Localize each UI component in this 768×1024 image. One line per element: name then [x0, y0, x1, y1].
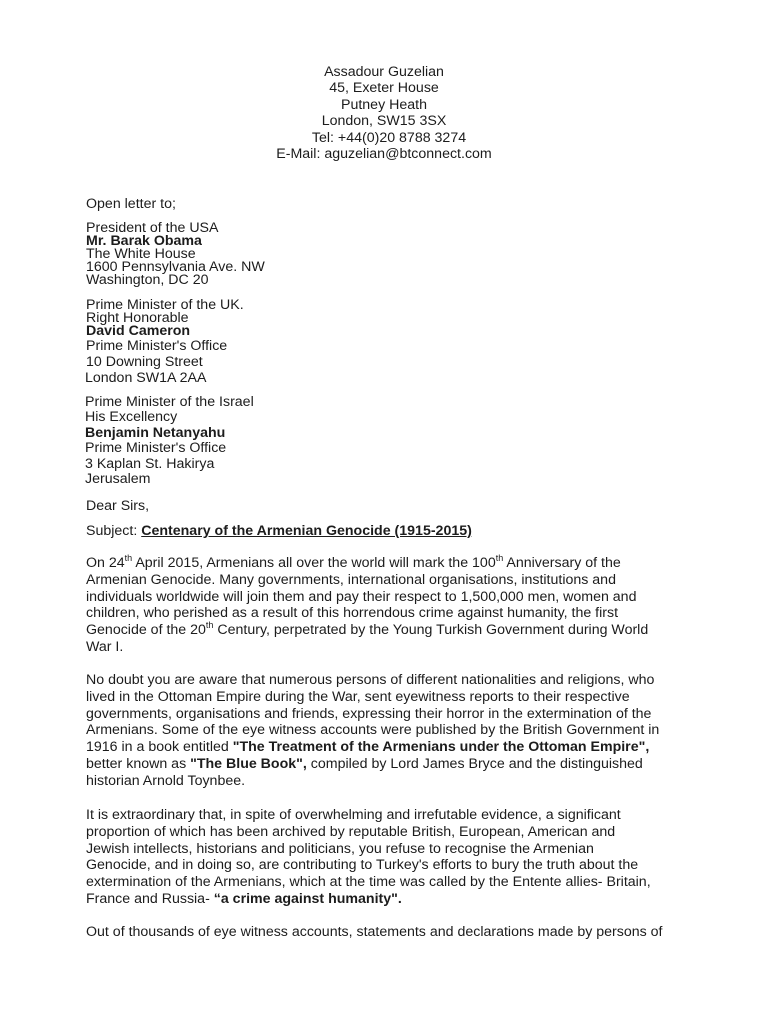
text-line: Armenian Genocide. Many governments, international organisations, institutions and [86, 571, 616, 588]
sender-city: London, SW15 3SX [321, 113, 447, 130]
recipient-title: Prime Minister of the Israel [85, 394, 254, 410]
text-line: governments, organisations and friends, expressing their horror in the extermination of the [86, 705, 652, 722]
sender-name: Assadour Guzelian [324, 64, 444, 80]
text-run: On 24 [86, 555, 125, 571]
paragraph-1 [86, 555, 686, 656]
recipient-name: Mr. Barak Obama [86, 233, 202, 249]
text-line: historian Arnold Toynbee. [86, 772, 246, 789]
subject-line [86, 523, 472, 539]
superscript: th [205, 620, 214, 631]
recipient-office: The White House [86, 246, 196, 262]
sender-email: E-Mail: aguzelian@btconnect.com [276, 146, 492, 163]
book-title: "The Treatment of the Armenians under the Ottoman Empire", [232, 739, 650, 756]
text-run: 1916 in a book entitled [86, 739, 233, 756]
subject-label: Subject: [86, 523, 142, 539]
recipient-israel [85, 395, 254, 487]
text-run: Anniversary of the [503, 555, 621, 571]
recipient-usa [86, 222, 265, 287]
text-line: individuals worldwide will join them and pay their respect to 1,500,000 men, women and [86, 588, 637, 605]
recipient-title: President of the USA [86, 220, 219, 236]
text-run: better known as [86, 755, 191, 772]
recipient-name: David Cameron [86, 323, 191, 339]
recipient-office: Prime Minister's Office [86, 338, 228, 354]
text-line: extermination of the Armenians, which at the time was called by the Entente allies- Britain, [86, 874, 651, 891]
recipient-uk [86, 299, 244, 385]
text-run: Century, perpetrated by the Young Turkish Government during World [213, 622, 649, 639]
text-line: proportion of which has been archived by reputable British, European, American and [86, 823, 616, 840]
sender-telephone: Tel: +44(0)20 8788 3274 [311, 129, 467, 146]
recipient-street: 1600 Pennsylvania Ave. NW [86, 259, 265, 275]
text-run: France and Russia- [86, 890, 214, 907]
recipient-honorific: Right Honorable [86, 310, 189, 326]
book-nickname: "The Blue Book", [190, 755, 307, 772]
sender-address [0, 64, 768, 162]
text-run: April 2015, Armenians all over the world will mark the 100 [132, 555, 496, 571]
superscript: th [124, 553, 133, 563]
recipient-street: 3 Kaplan St. Hakirya [85, 455, 215, 472]
recipient-street: 10 Downing Street [86, 354, 203, 370]
recipient-city: Jerusalem [85, 471, 151, 488]
text-line: Armenians. Some of the eye witness accounts were published by the British Government in [86, 722, 660, 739]
recipient-title: Prime Minister of the UK. [86, 297, 244, 313]
text-line: Out of thousands of eye witness accounts, statements and declarations made by persons of [86, 924, 663, 940]
sender-address-line-2: Putney Heath [341, 96, 427, 113]
subject-title: Centenary of the Armenian Genocide (1915-2015) [141, 523, 472, 539]
recipient-city: Washington, DC 20 [86, 272, 209, 288]
text-line: Jewish intellects, historians and politicians, you refuse to recognise the Armenian [86, 840, 594, 857]
text-line: children, who perished as a result of this horrendous crime against humanity, the first [86, 605, 619, 622]
recipient-name: Benjamin Netanyahu [85, 424, 226, 441]
superscript: th [495, 553, 504, 563]
text-run: Genocide of the 20 [86, 622, 206, 639]
text-line: War I. [86, 638, 124, 655]
open-letter-heading: Open letter to; [86, 196, 176, 212]
text-run: compiled by Lord James Bryce and the distinguished [306, 755, 643, 772]
recipient-honorific: His Excellency [85, 409, 178, 426]
recipient-city: London SW1A 2AA [85, 370, 207, 386]
paragraph-2 [86, 672, 686, 790]
text-line: No doubt you are aware that numerous persons of different nationalities and religions, who [86, 672, 655, 688]
text-line: Genocide, and in doing so, are contributing to Turkey's efforts to bury the truth about the [86, 857, 639, 874]
text-line: lived in the Ottoman Empire during the War, sent eyewitness reports to their respective [86, 688, 630, 705]
paragraph-3 [86, 807, 686, 908]
sender-address-line-1: 45, Exeter House [329, 80, 439, 97]
salutation: Dear Sirs, [86, 498, 150, 514]
text-line: It is extraordinary that, in spite of overwhelming and irrefutable evidence, a significant [86, 807, 621, 823]
emphasis-quote: “a crime against humanity". [213, 890, 402, 907]
recipient-office: Prime Minister's Office [85, 440, 227, 457]
paragraph-4 [86, 924, 686, 941]
